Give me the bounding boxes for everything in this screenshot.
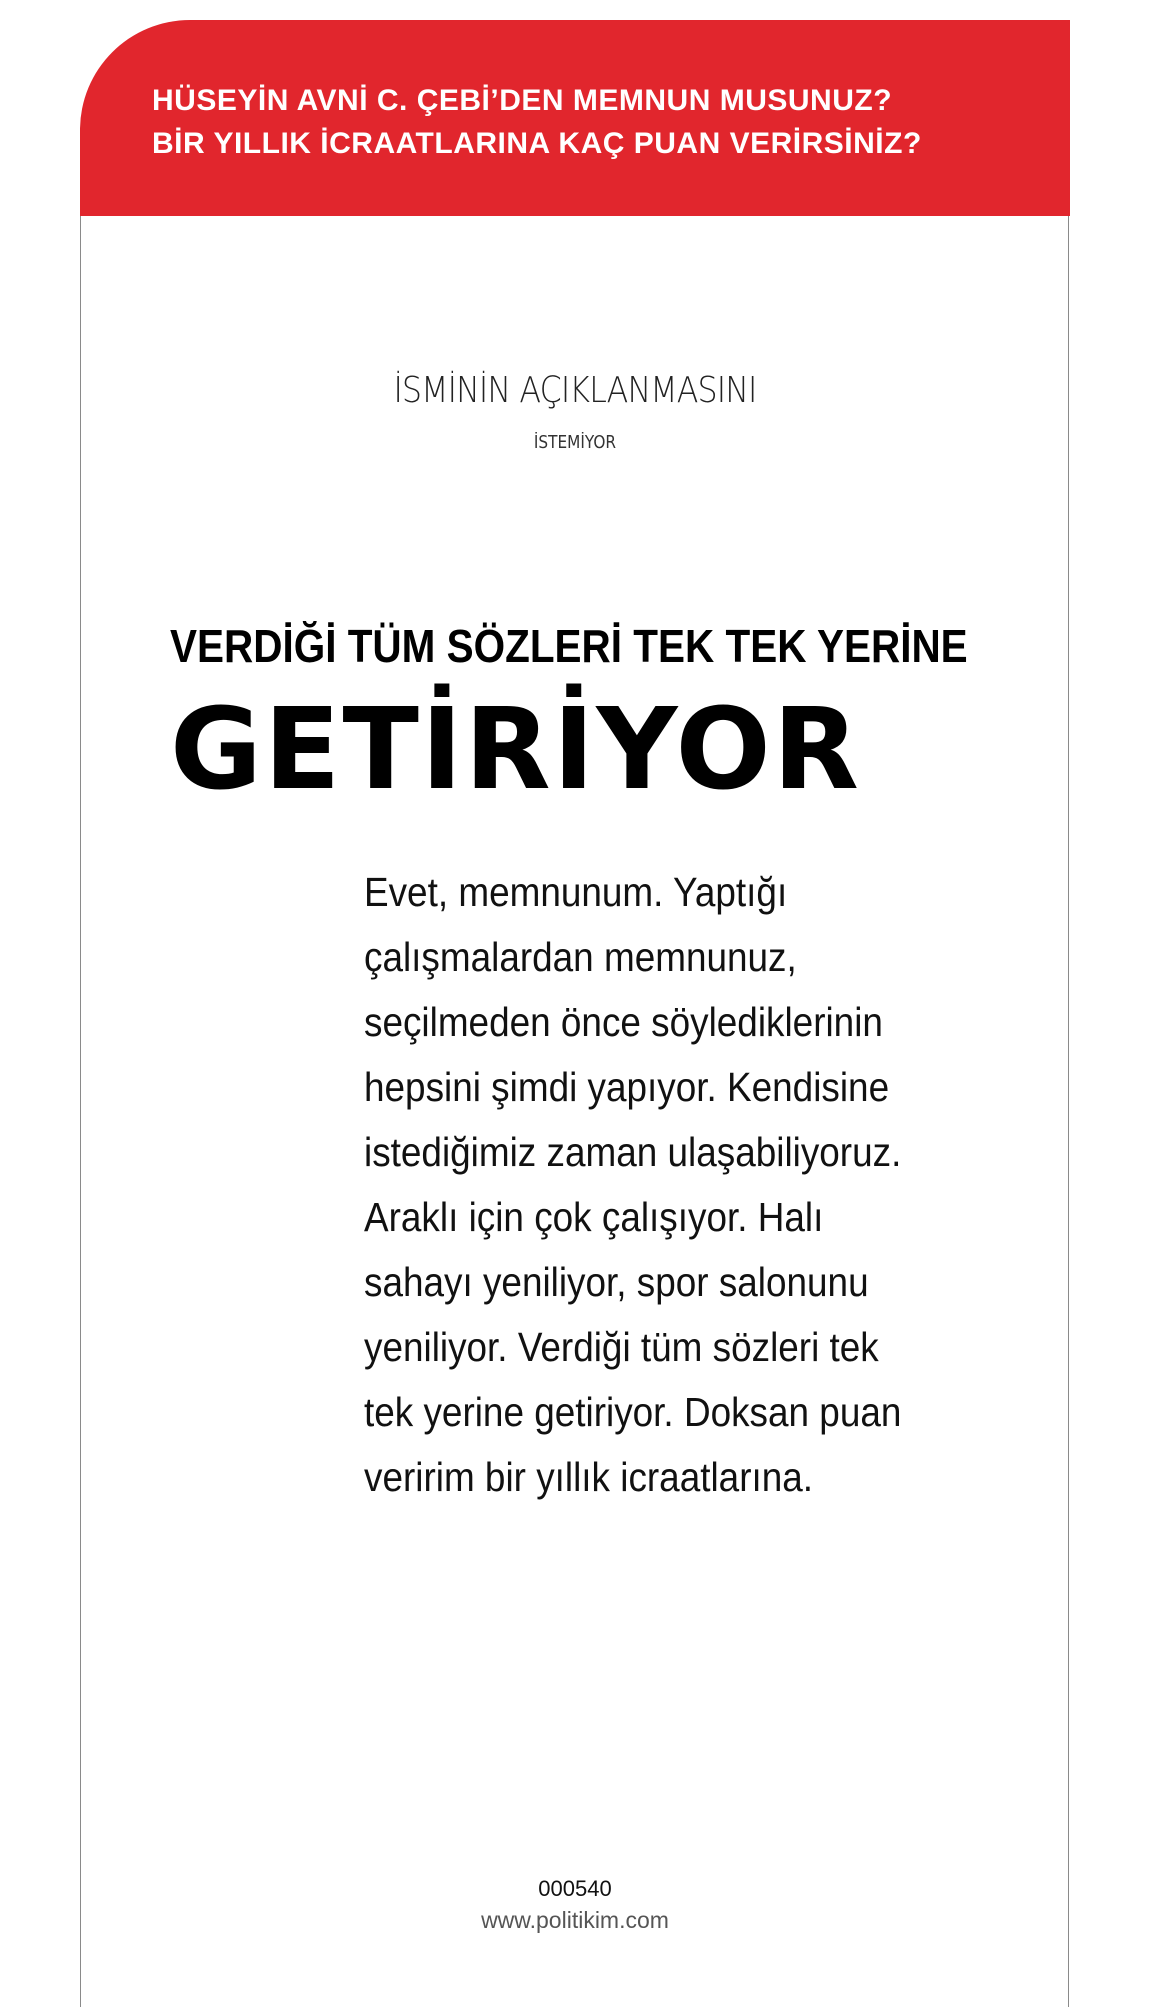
card-right-border	[1068, 215, 1069, 2007]
poll-question: HÜSEYİN AVNİ C. ÇEBİ’DEN MEMNUN MUSUNUZ? BİR YILLIK İCRAATLARINA KAÇ PUAN VERİRSİNİZ?	[152, 84, 922, 160]
respondent-name: İSMİNİN AÇIKLANMASINI	[393, 370, 757, 411]
headline-main: GETİRİYOR	[170, 685, 861, 815]
footer-code: 000540	[538, 1876, 612, 1901]
card-left-border	[80, 215, 81, 2007]
answer-text: Evet, memnunum. Yaptığı çalışmalardan memnunuz, seçilmeden önce söylediklerinin hepsini şimdi yapıyor. Kendisine istediğimiz zaman ulaşabiliyoruz. Araklı için çok çalışıyor. Halı sahayı yeniliyor, spor salonunu yeniliyor. Verdiği tüm sözleri tek tek yerine getiriyor. Doksan puan veririm bir yıllık icraatlarına.	[364, 869, 902, 1500]
headline-top: VERDİĞİ TÜM SÖZLERİ TEK TEK YERİNE	[170, 620, 968, 672]
respondent-note: İSTEMİYOR	[533, 432, 617, 453]
footer-site-link[interactable]: www.politikim.com	[481, 1907, 669, 1933]
